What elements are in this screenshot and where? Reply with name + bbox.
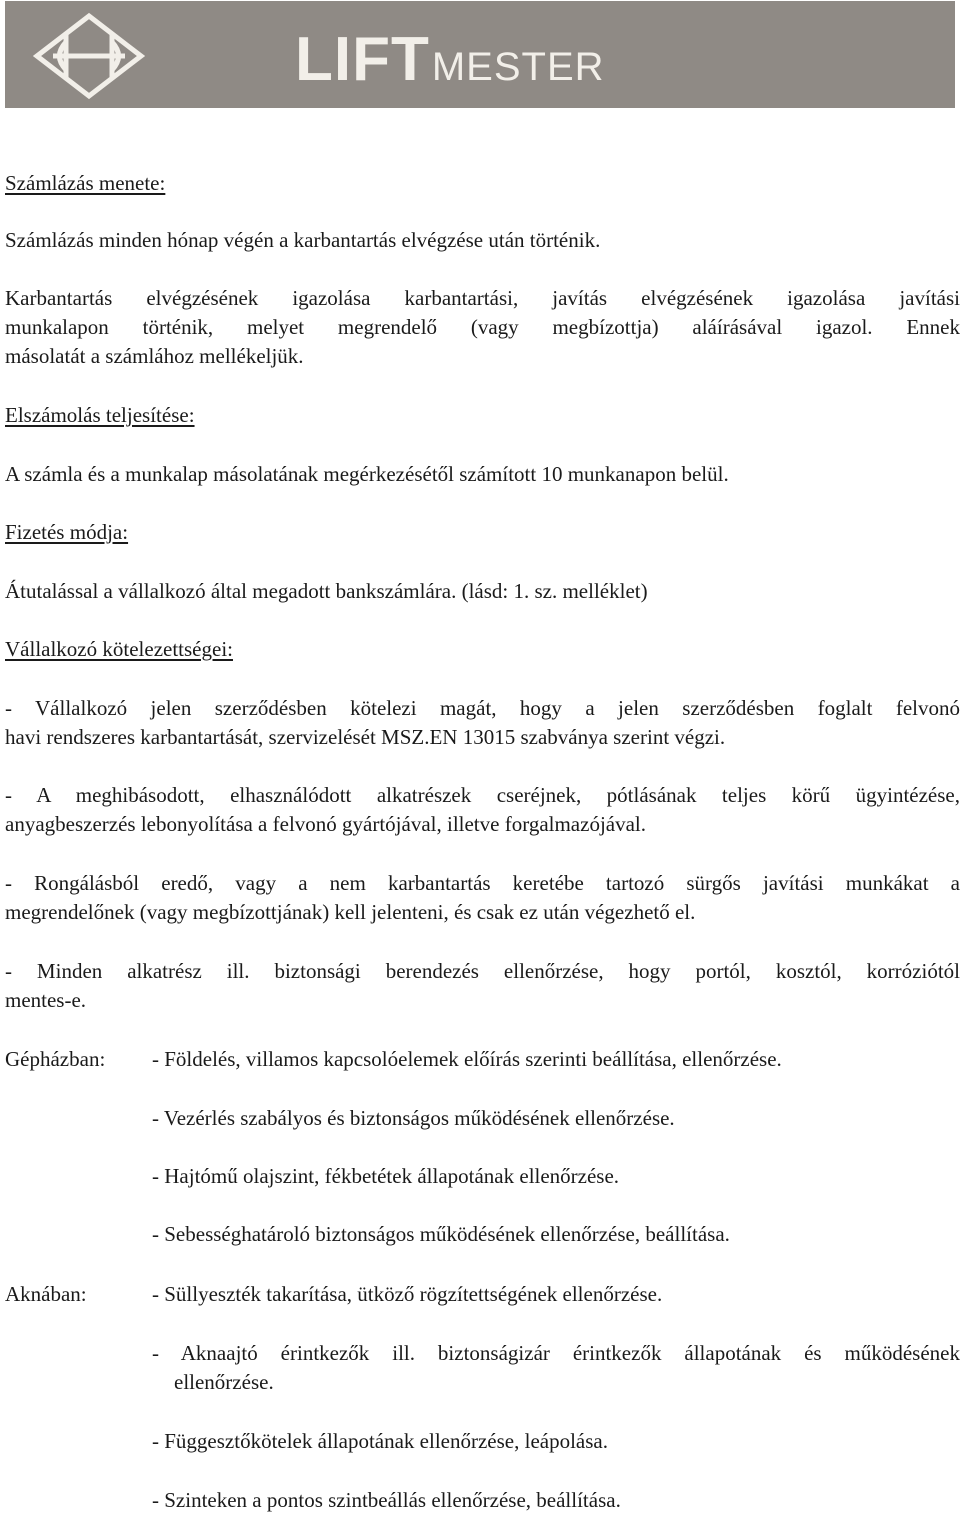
shaft-item-line-1: - Aknaajtó érintkezők ill. biztonságizár érintkezők állapotának és működésének xyxy=(152,1341,960,1365)
payment-heading: Fizetés módja: xyxy=(5,520,129,544)
shaft-item: - Süllyeszték takarítása, ütköző rögzítettségének ellenőrzése. xyxy=(152,1282,663,1306)
obligation-3-line-1: - Rongálásból eredő, vagy a nem karbantartás keretébe tartozó sürgős javítási munkákat a xyxy=(5,871,960,895)
payment-text: Átutalással a vállalkozó által megadott bankszámlára. (lásd: 1. sz. melléklet) xyxy=(5,579,648,603)
billing-paragraph-2-line-1: Karbantartás elvégzésének igazolása karbantartási, javítás elvégzésének igazolása javítási xyxy=(5,286,960,310)
obligation-1-line-2: havi rendszeres karbantartását, szervizelését MSZ.EN 13015 szabványa szerint végzi. xyxy=(5,725,726,749)
shaft-item: - Szinteken a pontos szintbeállás ellenőrzése, beállítása. xyxy=(152,1488,621,1512)
liftmester-logo-icon xyxy=(33,12,145,100)
machine-room-item: - Sebességhatároló biztonságos működésének ellenőrzése, beállítása. xyxy=(152,1222,730,1246)
logo-lift-text: LIFT xyxy=(295,25,430,94)
machine-room-label: Gépházban: xyxy=(5,1047,106,1071)
machine-room-item: - Vezérlés szabályos és biztonságos működésének ellenőrzése. xyxy=(152,1106,675,1130)
obligation-1-line-1: - Vállalkozó jelen szerződésben kötelezi magát, hogy a jelen szerződésben foglalt felvonó xyxy=(5,696,960,720)
obligation-4-line-2: mentes-e. xyxy=(5,988,87,1012)
obligation-3-line-2: megrendelőnek (vagy megbízottjának) kell jelenteni, és csak ez után végezhető el. xyxy=(5,900,696,924)
billing-paragraph-2-line-3: másolatát a számlához mellékeljük. xyxy=(5,344,304,368)
shaft-label: Aknában: xyxy=(5,1282,87,1306)
billing-paragraph-2-line-2: munkalapon történik, melyet megrendelő (vagy megbízottja) aláírásával igazol. Ennek xyxy=(5,315,960,339)
shaft-item-line-2: ellenőrzése. xyxy=(174,1370,274,1394)
billing-paragraph-1: Számlázás minden hónap végén a karbantartás elvégzése után történik. xyxy=(5,228,601,252)
obligation-2-line-1: - A meghibásodott, elhasználódott alkatrészek cseréjnek, pótlásának teljes körű ügyintézése, xyxy=(5,783,960,807)
obligations-heading: Vállalkozó kötelezettségei: xyxy=(5,637,233,661)
settlement-text: A számla és a munkalap másolatának megérkezésétől számított 10 munkanapon belül. xyxy=(5,462,729,486)
billing-heading: Számlázás menete: xyxy=(5,171,166,195)
logo-wordmark xyxy=(295,25,605,95)
obligation-2-line-2: anyagbeszerzés lebonyolítása a felvonó gyártójával, illetve forgalmazójával. xyxy=(5,812,647,836)
machine-room-item: - Hajtómű olajszint, fékbetétek állapotának ellenőrzése. xyxy=(152,1164,620,1188)
logo-mester-text: MESTER xyxy=(431,45,605,89)
shaft-item-multiline xyxy=(152,1339,960,1397)
header-banner xyxy=(5,1,955,108)
machine-room-item: - Földelés, villamos kapcsolóelemek előírás szerinti beállítása, ellenőrzése. xyxy=(152,1047,782,1071)
shaft-item: - Függesztőkötelek állapotának ellenőrzése, leápolása. xyxy=(152,1429,608,1453)
obligation-4-line-1: - Minden alkatrész ill. biztonsági berendezés ellenőrzése, hogy portól, kosztól, korróziótól xyxy=(5,959,960,983)
settlement-heading: Elszámolás teljesítése: xyxy=(5,403,195,427)
